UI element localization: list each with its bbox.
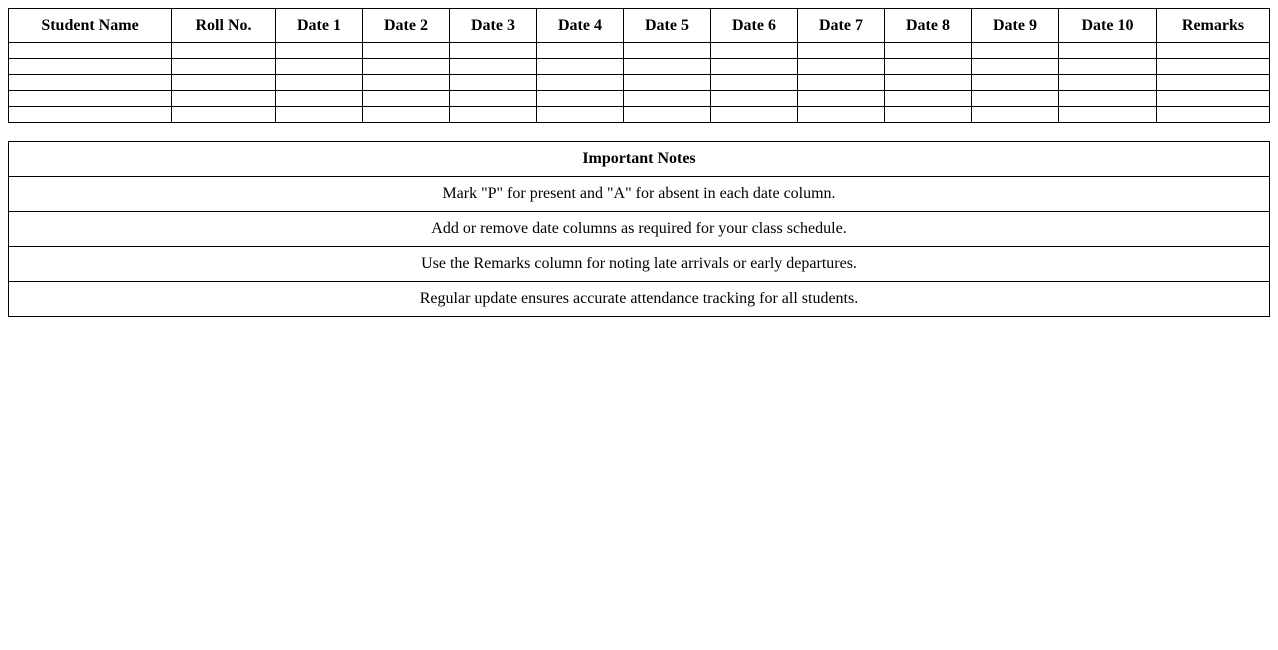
attendance-cell[interactable]	[624, 91, 711, 107]
attendance-cell[interactable]	[972, 107, 1059, 123]
attendance-cell[interactable]	[1157, 59, 1270, 75]
attendance-cell[interactable]	[1157, 43, 1270, 59]
attendance-cell[interactable]	[798, 75, 885, 91]
attendance-cell[interactable]	[9, 43, 172, 59]
attendance-row	[9, 59, 1270, 75]
note-row	[9, 212, 1270, 247]
attendance-cell[interactable]	[363, 59, 450, 75]
attendance-cell[interactable]	[624, 43, 711, 59]
attendance-cell[interactable]	[363, 91, 450, 107]
attendance-cell[interactable]	[450, 43, 537, 59]
attendance-cell[interactable]	[798, 43, 885, 59]
attendance-cell[interactable]	[972, 75, 1059, 91]
header-date-4: Date 4	[537, 9, 624, 43]
attendance-cell[interactable]	[885, 107, 972, 123]
attendance-cell[interactable]	[537, 59, 624, 75]
attendance-cell[interactable]	[276, 75, 363, 91]
header-student-name: Student Name	[9, 9, 172, 43]
attendance-cell[interactable]	[363, 75, 450, 91]
attendance-cell[interactable]	[276, 59, 363, 75]
header-date-9: Date 9	[972, 9, 1059, 43]
attendance-row	[9, 91, 1270, 107]
attendance-cell[interactable]	[711, 43, 798, 59]
attendance-cell[interactable]	[624, 75, 711, 91]
attendance-cell[interactable]	[9, 75, 172, 91]
attendance-cell[interactable]	[450, 91, 537, 107]
attendance-cell[interactable]	[537, 91, 624, 107]
attendance-cell[interactable]	[537, 75, 624, 91]
attendance-cell[interactable]	[1059, 75, 1157, 91]
attendance-cell[interactable]	[9, 59, 172, 75]
attendance-cell[interactable]	[450, 107, 537, 123]
note-row	[9, 282, 1270, 317]
attendance-cell[interactable]	[1059, 107, 1157, 123]
note-row	[9, 177, 1270, 212]
attendance-cell[interactable]	[798, 91, 885, 107]
attendance-cell[interactable]	[972, 59, 1059, 75]
header-date-10: Date 10	[1059, 9, 1157, 43]
attendance-cell[interactable]	[172, 59, 276, 75]
attendance-cell[interactable]	[972, 43, 1059, 59]
attendance-cell[interactable]	[172, 75, 276, 91]
attendance-cell[interactable]	[1157, 75, 1270, 91]
attendance-cell[interactable]	[1157, 107, 1270, 123]
header-date-2: Date 2	[363, 9, 450, 43]
header-row	[9, 9, 1270, 43]
attendance-cell[interactable]	[276, 107, 363, 123]
attendance-cell[interactable]	[450, 59, 537, 75]
header-date-3: Date 3	[450, 9, 537, 43]
header-date-7: Date 7	[798, 9, 885, 43]
attendance-cell[interactable]	[537, 43, 624, 59]
attendance-row	[9, 107, 1270, 123]
attendance-cell[interactable]	[276, 43, 363, 59]
attendance-table	[8, 8, 1270, 123]
attendance-cell[interactable]	[711, 59, 798, 75]
attendance-cell[interactable]	[1059, 91, 1157, 107]
header-date-5: Date 5	[624, 9, 711, 43]
attendance-cell[interactable]	[972, 91, 1059, 107]
attendance-cell[interactable]	[9, 107, 172, 123]
note-item: Add or remove date columns as required for your class schedule.	[9, 212, 1270, 247]
attendance-cell[interactable]	[624, 59, 711, 75]
header-date-8: Date 8	[885, 9, 972, 43]
attendance-cell[interactable]	[711, 91, 798, 107]
attendance-row	[9, 43, 1270, 59]
attendance-cell[interactable]	[711, 75, 798, 91]
attendance-cell[interactable]	[537, 107, 624, 123]
attendance-cell[interactable]	[9, 91, 172, 107]
attendance-cell[interactable]	[885, 75, 972, 91]
attendance-cell[interactable]	[1059, 59, 1157, 75]
attendance-cell[interactable]	[276, 91, 363, 107]
attendance-cell[interactable]	[885, 59, 972, 75]
notes-header-row	[9, 142, 1270, 177]
attendance-cell[interactable]	[798, 59, 885, 75]
note-row	[9, 247, 1270, 282]
attendance-cell[interactable]	[624, 107, 711, 123]
header-date-6: Date 6	[711, 9, 798, 43]
note-item: Use the Remarks column for noting late arrivals or early departures.	[9, 247, 1270, 282]
header-roll-no: Roll No.	[172, 9, 276, 43]
note-item: Regular update ensures accurate attendance tracking for all students.	[9, 282, 1270, 317]
header-remarks: Remarks	[1157, 9, 1270, 43]
attendance-cell[interactable]	[363, 43, 450, 59]
attendance-cell[interactable]	[450, 75, 537, 91]
attendance-cell[interactable]	[1157, 91, 1270, 107]
attendance-cell[interactable]	[798, 107, 885, 123]
notes-title: Important Notes	[9, 142, 1270, 177]
attendance-row	[9, 75, 1270, 91]
note-item: Mark "P" for present and "A" for absent in each date column.	[9, 177, 1270, 212]
page	[0, 0, 1278, 317]
attendance-body	[9, 43, 1270, 123]
attendance-cell[interactable]	[172, 91, 276, 107]
attendance-cell[interactable]	[363, 107, 450, 123]
header-date-1: Date 1	[276, 9, 363, 43]
attendance-cell[interactable]	[172, 43, 276, 59]
notes-table	[8, 141, 1270, 317]
attendance-cell[interactable]	[711, 107, 798, 123]
attendance-cell[interactable]	[885, 43, 972, 59]
attendance-cell[interactable]	[1059, 43, 1157, 59]
attendance-cell[interactable]	[885, 91, 972, 107]
attendance-cell[interactable]	[172, 107, 276, 123]
